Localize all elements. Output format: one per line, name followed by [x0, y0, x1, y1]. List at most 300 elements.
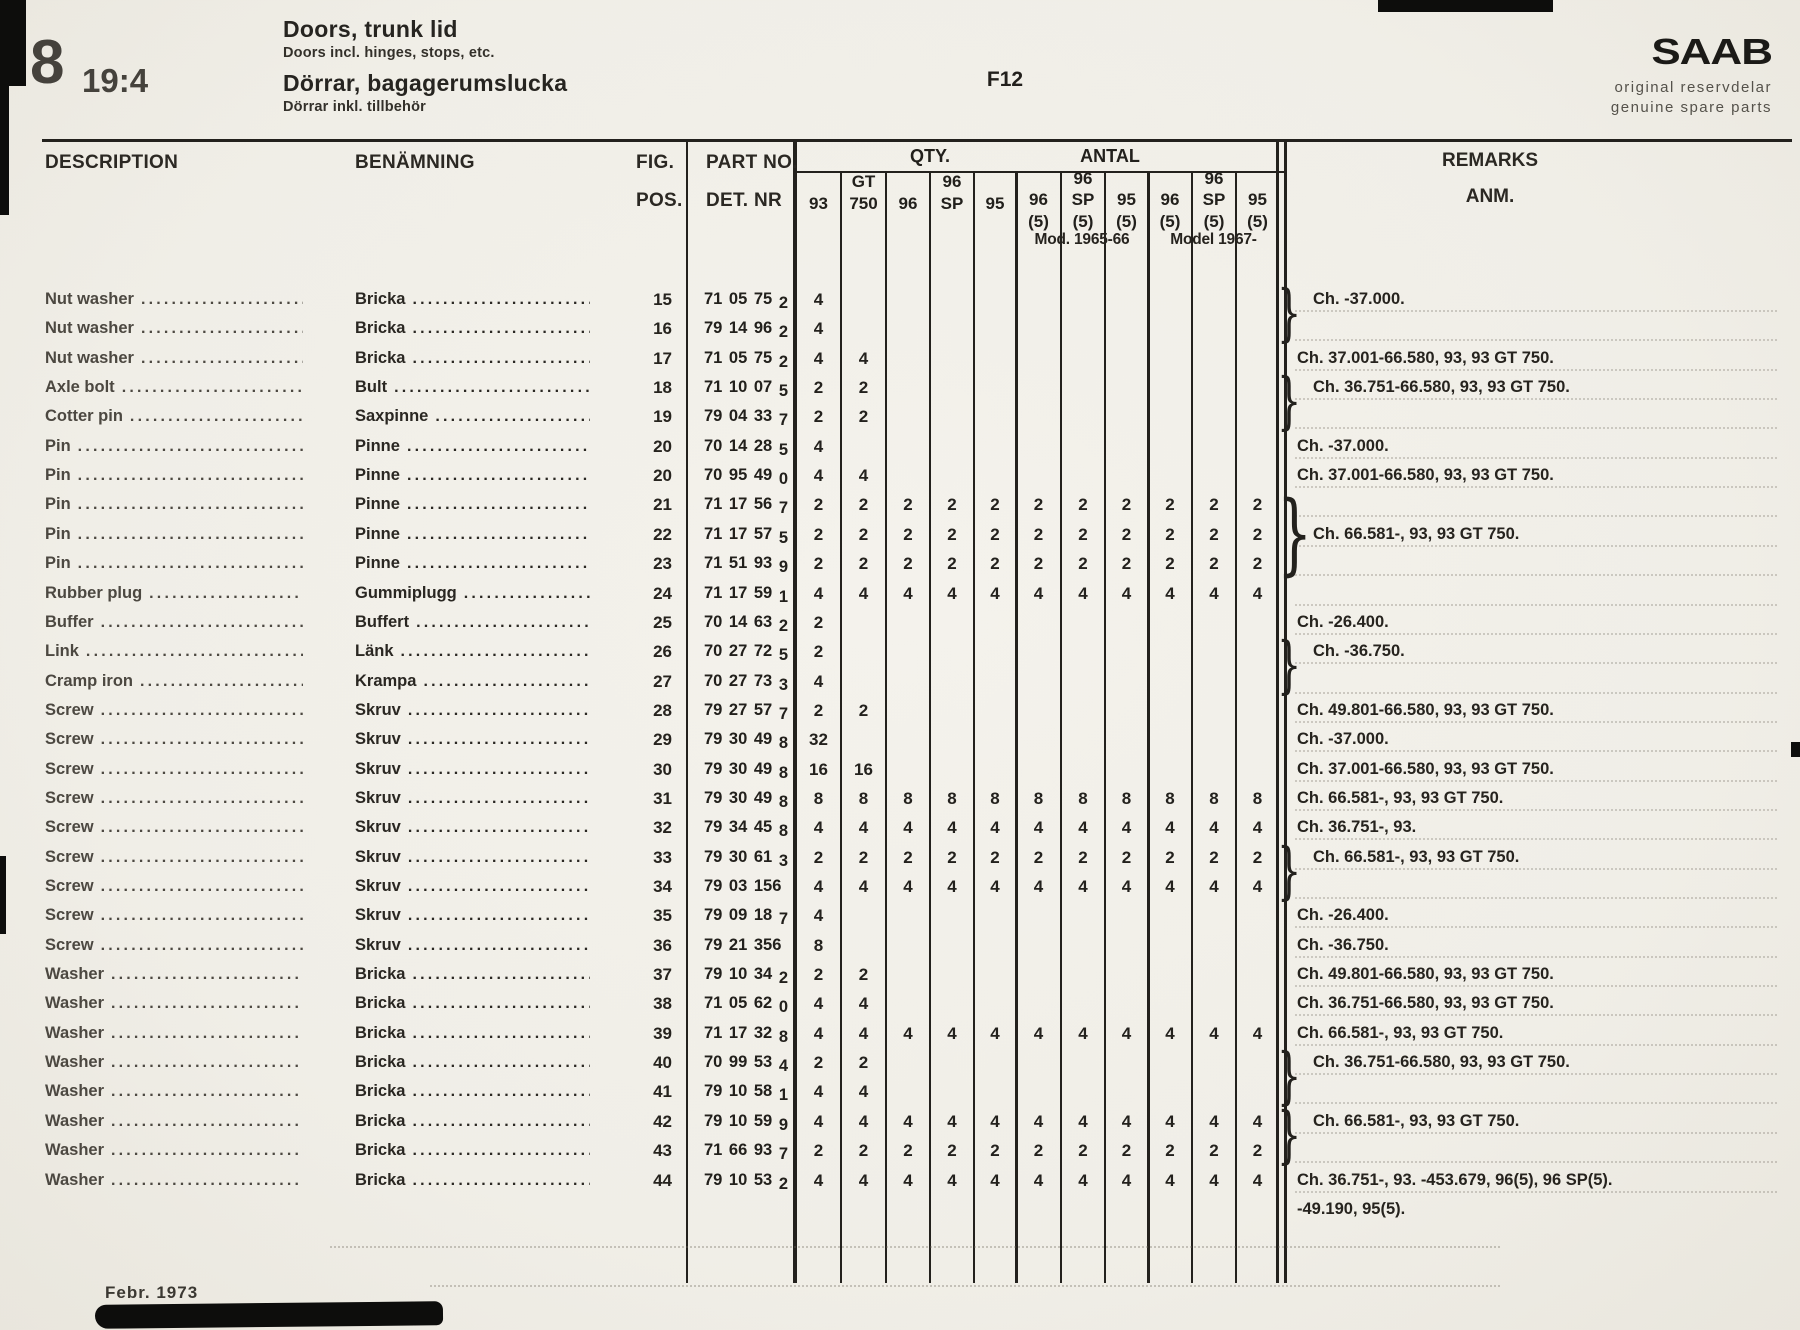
- footer-date: Febr. 1973: [105, 1283, 199, 1302]
- qty-cell: 8: [1121, 788, 1132, 808]
- description-cell: [45, 402, 303, 431]
- qty-cell: 4: [1121, 1111, 1132, 1131]
- qty-cell: 2: [1033, 495, 1044, 515]
- part-number-cell: 71 66 93 7: [704, 1141, 788, 1164]
- qty-cell: 2: [1078, 524, 1088, 544]
- dot-leader: [78, 432, 303, 461]
- description-label: Axle bolt: [45, 378, 115, 397]
- qty-cell: 2: [947, 495, 957, 515]
- description-label: Screw: [45, 877, 94, 895]
- header-antal: ANTAL: [1080, 146, 1140, 166]
- qty-column-header-line: 750: [849, 193, 878, 213]
- fig-pos-cell: 27: [653, 671, 672, 691]
- description-cell: [45, 608, 303, 637]
- remarks-dot-line: [1295, 633, 1777, 635]
- benamning-cell: [355, 960, 590, 989]
- description-cell: [45, 579, 303, 608]
- remark-text: Ch. 66.581-, 93, 93 GT 750.: [1313, 847, 1520, 866]
- benamning-cell: [355, 1136, 590, 1165]
- dot-leader: [408, 755, 590, 784]
- benamning-cell: [355, 285, 590, 314]
- description-cell: [45, 725, 303, 754]
- dot-leader: [130, 402, 303, 431]
- page-title-swedish: Dörrar, bagagerumslucka: [283, 70, 568, 96]
- description-label: Washer: [45, 1082, 104, 1101]
- table-row: [42, 667, 1795, 697]
- qty-cell: 2: [1078, 1141, 1088, 1161]
- qty-cell: 4: [813, 583, 824, 603]
- remarks-brace: }: [1277, 630, 1302, 702]
- description-label: Cotter pin: [45, 407, 123, 426]
- benamning-label: Bricka: [355, 1111, 406, 1130]
- benamning-label: Bricka: [355, 1023, 406, 1042]
- qty-column-header-line: 95: [1248, 190, 1267, 209]
- table-row: [42, 931, 1795, 961]
- model-group-1967-label: Model 1967-: [1170, 231, 1257, 248]
- remark-text: Ch. 36.751-66.580, 93, 93 GT 750.: [1313, 1053, 1570, 1072]
- qty-cell: 2: [1209, 847, 1219, 867]
- description-label: Screw: [45, 906, 94, 925]
- description-cell: [45, 813, 303, 842]
- description-cell: [45, 872, 303, 901]
- qty-cell: 4: [903, 1111, 913, 1131]
- fig-pos-cell: 30: [653, 759, 672, 779]
- scan-artifact: [1791, 742, 1800, 757]
- remarks-dot-line: [1295, 721, 1777, 723]
- faint-dotted-line: [330, 1246, 1500, 1248]
- description-cell: [45, 1019, 303, 1048]
- qty-column-header-line: 96: [898, 193, 918, 213]
- qty-column-header-line: (5): [1072, 211, 1094, 231]
- part-number-cell: 70 27 72 5: [704, 642, 788, 665]
- benamning-label: Bricka: [355, 319, 406, 338]
- description-cell: [45, 667, 303, 696]
- scan-artifact: [95, 1301, 443, 1329]
- remarks-dot-line: [1295, 310, 1777, 312]
- qty-cell: 4: [858, 583, 869, 603]
- benamning-label: Bricka: [355, 348, 406, 367]
- qty-cell: 4: [947, 1170, 957, 1190]
- benamning-label: Buffert: [355, 612, 410, 631]
- header-description: DESCRIPTION: [45, 152, 179, 173]
- fig-pos-cell: 37: [653, 965, 672, 985]
- qty-cell: 2: [858, 847, 869, 867]
- qty-cell: 2: [813, 495, 824, 515]
- benamning-cell: [355, 520, 590, 549]
- benamning-cell: [355, 725, 590, 754]
- description-cell: [45, 344, 303, 373]
- qty-cell: 4: [813, 1111, 824, 1131]
- benamning-cell: [355, 549, 590, 578]
- benamning-cell: [355, 755, 590, 784]
- qty-cell: 4: [1078, 1111, 1088, 1131]
- fig-pos-cell: 33: [653, 847, 672, 867]
- fig-pos-cell: 41: [653, 1082, 672, 1102]
- qty-cell: 2: [1209, 1141, 1219, 1161]
- qty-cell: 4: [1209, 583, 1219, 603]
- qty-cell: 8: [1033, 788, 1044, 808]
- qty-column-header-line: (5): [1203, 211, 1225, 231]
- qty-cell: 4: [858, 1082, 869, 1102]
- remark-text: Ch. 66.581-, 93, 93 GT 750.: [1313, 1111, 1520, 1130]
- qty-cell: 2: [947, 847, 957, 867]
- qty-cell: 4: [990, 1023, 1000, 1043]
- benamning-cell: [355, 608, 590, 637]
- remarks-dot-line: [1295, 1102, 1777, 1104]
- qty-cell: 16: [854, 759, 873, 779]
- qty-cell: 4: [813, 436, 824, 456]
- brand-tagline-english: genuine spare parts: [1610, 99, 1772, 116]
- qty-cell: 2: [858, 1053, 869, 1073]
- remarks-dot-line: [1295, 1132, 1777, 1134]
- fig-pos-cell: 26: [653, 642, 672, 662]
- qty-cell: 2: [858, 378, 869, 398]
- remarks-dot-line: [1295, 897, 1777, 899]
- remarks-dot-line: [1295, 1044, 1777, 1046]
- qty-cell: 4: [1121, 818, 1132, 838]
- qty-cell: 4: [1033, 818, 1044, 838]
- table-row: [42, 872, 1795, 902]
- qty-column-header-line: 95: [1117, 190, 1136, 209]
- qty-cell: 2: [813, 554, 824, 574]
- fig-pos-cell: 39: [653, 1023, 672, 1043]
- qty-cell: 2: [1033, 847, 1044, 867]
- benamning-label: Bricka: [355, 1082, 406, 1101]
- qty-cell: 4: [1252, 583, 1263, 603]
- table-row: [42, 549, 1795, 579]
- qty-cell: 2: [1209, 524, 1219, 544]
- description-label: Screw: [45, 818, 94, 837]
- dot-leader: [412, 1166, 590, 1195]
- qty-cell: 4: [858, 1111, 869, 1131]
- qty-cell: 4: [1078, 877, 1088, 896]
- description-label: Pin: [45, 495, 71, 514]
- qty-cell: 4: [813, 994, 824, 1014]
- qty-column-header: [930, 156, 974, 214]
- remarks-dot-line: [1295, 662, 1777, 664]
- benamning-cell: [355, 490, 590, 519]
- part-number-cell: 71 17 57 5: [704, 524, 788, 547]
- fig-pos-cell: 44: [653, 1170, 672, 1190]
- qty-cell: 8: [990, 788, 1000, 808]
- qty-cell: 4: [947, 1111, 957, 1131]
- qty-cell: 8: [1165, 788, 1175, 808]
- table-row: [42, 1019, 1795, 1049]
- qty-cell: 2: [813, 524, 824, 544]
- description-cell: [45, 373, 303, 402]
- qty-cell: 4: [1121, 1023, 1132, 1043]
- description-label: Screw: [45, 788, 94, 807]
- qty-cell: 4: [1209, 877, 1219, 896]
- qty-cell: 2: [1078, 847, 1088, 867]
- description-label: Link: [45, 642, 79, 661]
- qty-cell: 4: [813, 671, 824, 691]
- description-label: Pin: [45, 554, 71, 573]
- dot-leader: [101, 843, 303, 872]
- part-number-cell: 79 30 61 3: [704, 847, 788, 870]
- qty-column-header-line: 93: [809, 193, 828, 213]
- qty-cell: 4: [1252, 1023, 1263, 1043]
- dot-leader: [412, 960, 590, 989]
- part-number-cell: 79 30 49 8: [704, 788, 788, 811]
- fig-pos-cell: 31: [653, 788, 672, 808]
- benamning-label: Bricka: [355, 994, 406, 1013]
- dot-leader: [78, 549, 303, 578]
- remarks-dot-line: [1295, 369, 1777, 371]
- remarks-brace: }: [1277, 835, 1302, 907]
- dot-leader: [101, 813, 303, 842]
- qty-cell: 8: [903, 788, 913, 808]
- qty-cell: 4: [1209, 1023, 1219, 1043]
- dot-leader: [412, 1136, 590, 1165]
- qty-cell: 4: [990, 818, 1000, 838]
- qty-cell: 4: [1165, 1023, 1175, 1043]
- remarks-dot-line: [1295, 486, 1777, 488]
- benamning-label: Pinne: [355, 495, 400, 514]
- qty-column-header: [1016, 156, 1061, 232]
- table-row: [42, 901, 1795, 931]
- qty-cell: 2: [1252, 554, 1263, 574]
- benamning-label: Bricka: [355, 1053, 406, 1072]
- dot-leader: [408, 725, 590, 754]
- part-number-cell: 79 04 33 7: [704, 407, 788, 430]
- dot-leader: [140, 667, 303, 696]
- qty-cell: 4: [813, 1170, 824, 1190]
- qty-cell: 2: [903, 847, 913, 867]
- dot-leader: [111, 989, 303, 1018]
- qty-cell: 8: [1209, 788, 1219, 808]
- qty-cell: 2: [990, 554, 1000, 574]
- qty-column-header: [1192, 156, 1236, 232]
- benamning-label: Skruv: [355, 935, 401, 954]
- benamning-cell: [355, 813, 590, 842]
- table-row: [42, 725, 1795, 755]
- fig-pos-cell: 19: [653, 407, 672, 427]
- qty-cell: 2: [1121, 1141, 1132, 1161]
- part-number-cell: 70 27 73 3: [704, 671, 788, 694]
- qty-cell: 8: [858, 788, 869, 808]
- header-fig: FIG.: [636, 152, 675, 173]
- qty-cell: 4: [1209, 1170, 1219, 1190]
- benamning-label: Skruv: [355, 788, 401, 807]
- qty-cell: 4: [903, 583, 913, 603]
- fig-pos-cell: 24: [653, 583, 672, 603]
- qty-cell: 4: [1252, 1111, 1263, 1131]
- header-anm: ANM.: [1465, 186, 1515, 207]
- qty-cell: 4: [813, 906, 824, 926]
- remark-text: Ch. 66.581-, 93, 93 GT 750.: [1313, 524, 1520, 543]
- fig-pos-cell: 20: [653, 466, 672, 486]
- qty-column-header: [841, 156, 886, 214]
- qty-cell: 16: [809, 759, 828, 779]
- qty-cell: 4: [1078, 1170, 1088, 1190]
- dot-leader: [408, 784, 590, 813]
- qty-cell: 4: [1078, 583, 1088, 603]
- benamning-cell: [355, 1077, 590, 1106]
- benamning-label: Skruv: [355, 847, 401, 866]
- qty-cell: 4: [1078, 1023, 1088, 1043]
- part-number-cell: 71 51 93 9: [704, 554, 788, 577]
- remarks-dot-line: [1295, 1161, 1777, 1163]
- dot-leader: [408, 872, 590, 901]
- dot-leader: [101, 901, 303, 930]
- table-row: [42, 285, 1795, 315]
- page-subtitle-swedish: Dörrar inkl. tillbehör: [283, 99, 426, 115]
- qty-cell: 2: [1252, 847, 1263, 867]
- dot-leader: [78, 461, 303, 490]
- remarks-dot-line: [1295, 457, 1777, 459]
- description-cell: [45, 843, 303, 872]
- qty-cell: 4: [813, 1082, 824, 1102]
- dot-leader: [111, 1136, 303, 1165]
- description-label: Washer: [45, 1023, 104, 1042]
- dot-leader: [101, 696, 303, 725]
- qty-cell: 4: [990, 877, 1000, 896]
- fig-pos-cell: 40: [653, 1053, 672, 1073]
- benamning-cell: [355, 696, 590, 725]
- part-number-cell: 79 10 58 1: [704, 1082, 788, 1105]
- description-cell: [45, 960, 303, 989]
- model-group-1965-66-label: Mod. 1965-66: [1034, 231, 1130, 248]
- dot-leader: [101, 872, 303, 901]
- remarks-dot-line: [1295, 515, 1777, 517]
- benamning-label: Skruv: [355, 818, 401, 837]
- dot-leader: [423, 667, 590, 696]
- scan-artifact: [0, 0, 9, 215]
- table-row: [42, 461, 1795, 491]
- qty-cell: 4: [858, 348, 869, 368]
- description-label: Nut washer: [45, 319, 134, 338]
- remarks-dot-line: [1295, 780, 1777, 782]
- remarks-dot-line: [1295, 956, 1777, 958]
- benamning-label: Pinne: [355, 436, 400, 455]
- qty-cell: 4: [903, 1170, 913, 1190]
- dot-leader: [101, 755, 303, 784]
- fig-pos-cell: 15: [653, 290, 672, 309]
- remark-text: Ch. 36.751-66.580, 93, 93 GT 750.: [1313, 378, 1570, 397]
- benamning-label: Bricka: [355, 1170, 406, 1189]
- remark-text: Ch. 37.001-66.580, 93, 93 GT 750.: [1297, 466, 1554, 485]
- part-number-cell: 71 05 75 2: [704, 348, 788, 371]
- dot-leader: [111, 960, 303, 989]
- qty-cell: 4: [1165, 818, 1175, 838]
- qty-cell: 8: [813, 935, 824, 955]
- dot-leader: [408, 813, 590, 842]
- part-number-cell: 70 99 53 4: [704, 1053, 788, 1076]
- qty-cell: 2: [1165, 554, 1175, 574]
- qty-column-header: [974, 156, 1016, 214]
- qty-cell: 4: [1252, 877, 1263, 896]
- header-part-no: PART NO.: [706, 152, 798, 173]
- qty-cell: 4: [858, 818, 869, 838]
- remark-text: Ch. -37.000.: [1297, 436, 1389, 455]
- benamning-label: Gummiplugg: [355, 583, 457, 602]
- description-label: Nut washer: [45, 348, 134, 367]
- brand-tagline-swedish: original reservdelar: [1614, 79, 1772, 96]
- table-row: [42, 813, 1795, 843]
- part-number-cell: 71 05 75 2: [704, 290, 788, 312]
- dot-leader: [141, 314, 303, 343]
- qty-column-header-line: SP: [1202, 190, 1226, 209]
- part-number-cell: 79 03 156: [704, 877, 782, 895]
- remarks-dot-line: [1295, 398, 1777, 400]
- description-label: Pin: [45, 466, 71, 485]
- part-number-cell: 71 10 07 5: [704, 378, 788, 401]
- description-label: Washer: [45, 1111, 104, 1130]
- qty-column-header-line: 96: [1160, 190, 1180, 209]
- fig-pos-cell: 38: [653, 994, 672, 1014]
- qty-column-header: [1061, 156, 1105, 232]
- benamning-cell: [355, 402, 590, 431]
- qty-cell: 2: [1165, 847, 1175, 867]
- qty-column-header-line: SP: [940, 193, 964, 213]
- qty-cell: 8: [1078, 788, 1088, 808]
- section-number: 8: [30, 28, 63, 97]
- benamning-label: Skruv: [355, 877, 401, 895]
- part-number-cell: 71 05 62 0: [704, 994, 788, 1017]
- qty-cell: 4: [947, 1023, 957, 1043]
- remarks-dot-line: [1295, 926, 1777, 928]
- table-row: [42, 755, 1795, 785]
- table-row: [42, 373, 1795, 403]
- qty-cell: 2: [903, 554, 913, 574]
- benamning-cell: [355, 1166, 590, 1195]
- dot-leader: [412, 1048, 590, 1077]
- fig-pos-cell: 21: [653, 495, 672, 515]
- description-label: Rubber plug: [45, 583, 143, 602]
- remarks-brace: }: [1277, 366, 1302, 438]
- qty-cell: 32: [809, 730, 828, 750]
- dot-leader: [101, 931, 303, 960]
- qty-cell: 4: [1033, 1111, 1044, 1131]
- benamning-label: Pinne: [355, 524, 400, 543]
- description-cell: [45, 637, 303, 666]
- qty-cell: 4: [990, 583, 1000, 603]
- dot-leader: [408, 696, 590, 725]
- qty-cell: 2: [858, 554, 869, 574]
- benamning-cell: [355, 1019, 590, 1048]
- fig-pos-cell: 28: [653, 700, 672, 720]
- qty-cell: 2: [947, 524, 957, 544]
- description-cell: [45, 490, 303, 519]
- part-number-cell: 71 17 59 1: [704, 583, 788, 606]
- qty-cell: 2: [947, 554, 957, 574]
- benamning-cell: [355, 314, 590, 343]
- dot-leader: [412, 1107, 590, 1136]
- fig-pos-cell: 32: [653, 818, 672, 838]
- qty-column-header-line: 95: [985, 193, 1005, 213]
- part-number-cell: 71 17 32 8: [704, 1023, 788, 1046]
- qty-cell: 2: [1121, 847, 1132, 867]
- qty-cell: 4: [1121, 583, 1132, 603]
- description-label: Washer: [45, 1053, 104, 1072]
- fig-pos-cell: 35: [653, 906, 672, 926]
- qty-cell: 4: [858, 1170, 869, 1190]
- remarks-header: [1290, 150, 1690, 208]
- qty-cell: 2: [858, 524, 869, 544]
- remark-text: Ch. 66.581-, 93, 93 GT 750.: [1297, 788, 1504, 807]
- dot-leader: [101, 784, 303, 813]
- qty-cell: 4: [813, 877, 824, 896]
- benamning-label: Saxpinne: [355, 407, 429, 426]
- benamning-cell: [355, 901, 590, 930]
- remarks-dot-line: [1295, 339, 1777, 341]
- dot-leader: [149, 579, 303, 608]
- dot-leader: [408, 931, 590, 960]
- benamning-cell: [355, 1048, 590, 1077]
- benamning-cell: [355, 373, 590, 402]
- dot-leader: [401, 637, 590, 666]
